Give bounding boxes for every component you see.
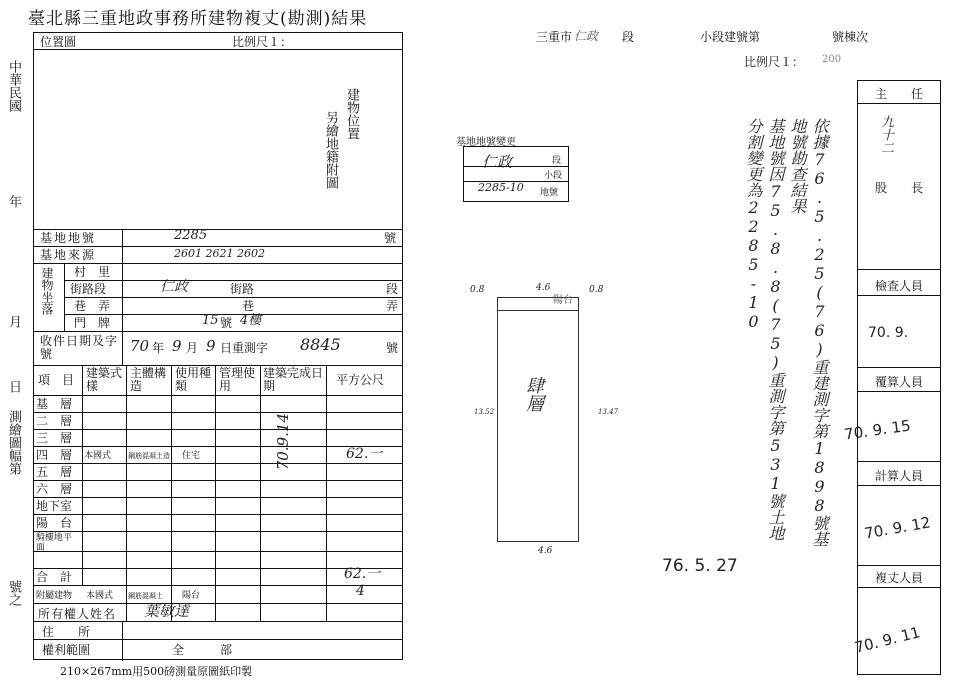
calculator-label: 計算人員: [874, 469, 923, 483]
floor-row-arcade: 騎樓地平面: [36, 533, 73, 553]
land-change-number: 2285-10: [478, 181, 524, 194]
floor-row-1: 基 層: [36, 397, 73, 411]
mid-scale: 比例尺１：: [744, 55, 805, 69]
total-area-2: 4: [356, 583, 365, 599]
land-change-sub: 小段: [544, 171, 563, 181]
plan-left-dimension: 13.52: [474, 408, 495, 416]
land-change-duan: 段: [552, 156, 562, 166]
land-source-label: 基地來源: [40, 248, 97, 262]
rights-value: 全 部: [172, 643, 233, 657]
survey-form: [33, 32, 403, 660]
lane-label: 巷 弄: [74, 299, 111, 313]
row4-style: 本國式: [84, 451, 112, 461]
reviewer-date: 70. 9. 15: [843, 416, 912, 444]
road-value: 仁政: [160, 279, 188, 295]
district-value: 仁政: [574, 29, 599, 43]
attached-style: 本國式: [86, 591, 114, 601]
scale-label: 比例尺１：: [232, 35, 293, 49]
long-label: 弄: [386, 299, 399, 313]
row4-structure: 鋼筋混凝土造: [128, 452, 170, 460]
receipt-month: 9: [172, 337, 182, 355]
inspector-date: 70. 9.: [868, 325, 909, 341]
floor-row-4: 四 層: [36, 448, 73, 462]
plan-bottom-dimension: 4.6: [538, 546, 553, 556]
village-label: 村 里: [74, 265, 111, 279]
mid-duan: 段: [622, 30, 635, 44]
road-label: 街路段: [70, 282, 107, 296]
inspector-label: 檢查人員: [874, 279, 923, 293]
header-completion: 建築完成日 期: [263, 366, 336, 393]
row4-area: 62.一: [346, 446, 383, 462]
chief-label: 主 任: [874, 87, 923, 101]
plan-right-dimension: 13.47: [598, 408, 619, 416]
receipt-day: 9: [206, 337, 216, 355]
calculator-date: 70. 9. 12: [862, 513, 932, 543]
footer-note: 210×267mm用500磅測量原圖紙印製: [60, 665, 253, 678]
header-item: 項 目: [38, 373, 75, 387]
owner-name: 葉敏達: [144, 602, 190, 620]
receipt-nian: 年: [152, 341, 165, 355]
xiang-label: 巷: [242, 299, 255, 313]
approval-column: [843, 80, 941, 675]
side-label-sheet: 測繪圖幅第: [6, 410, 21, 475]
plan-yard-label: 陽台: [553, 295, 573, 306]
mid-hao: 號棟次: [832, 30, 869, 44]
document-title: 臺北縣三重地政事務所建物複丈(勘測)結果: [28, 9, 368, 29]
receipt-hao: 號: [386, 341, 399, 355]
door-floor: 4樓: [240, 313, 262, 328]
side-label-month: 月: [6, 315, 21, 328]
side-label-day: 日: [6, 380, 21, 393]
road-word: 街路: [230, 282, 255, 296]
handwritten-note-2: 基地號因75.8.8(75)重測字第531號土地分割變更為2285-10: [744, 118, 785, 541]
receipt-yue: 月: [186, 341, 199, 355]
header-structure: 主體構造: [130, 366, 167, 393]
floor-row-balcony: 陽 台: [36, 516, 73, 530]
surveyor-date: 70. 9. 11: [852, 623, 922, 657]
land-source-value: 2601 2621 2602: [174, 247, 265, 260]
floor-row-2: 二 層: [36, 414, 73, 428]
plan-top-dimension: 4.6: [536, 283, 551, 293]
land-change-label: 基地地號變更: [456, 137, 516, 148]
side-label-year: 年: [6, 195, 21, 208]
row4-use: 住宅: [182, 451, 201, 461]
mid-subsection: 小段建號第: [700, 30, 761, 44]
section-chief-label: 股 長: [874, 181, 923, 195]
note-separate-map: 另繪地籍附圖: [323, 111, 338, 189]
floor-row-5: 五 層: [36, 465, 73, 479]
floor-plan-outline: [497, 297, 579, 542]
door-number: 15: [202, 313, 219, 328]
land-number-label: 基地地號: [40, 231, 97, 245]
owner-label: 所有權人姓名: [38, 607, 117, 621]
plan-floor-text: 肆層: [523, 376, 544, 412]
reviewer-label: 覆算人員: [874, 375, 923, 389]
attached-structure: 鋼筋混凝土: [128, 592, 163, 600]
land-change-landno: 地號: [540, 188, 559, 198]
receipt-year: 70: [130, 337, 150, 355]
location-label: 建物坐落: [40, 267, 54, 315]
land-change-value: 仁政: [482, 153, 513, 171]
receipt-number: 8845: [300, 335, 341, 354]
land-change-box: [463, 146, 569, 202]
attached-use: 陽台: [182, 591, 201, 601]
stamp-date: 76. 5. 27: [662, 556, 738, 576]
header-management: 管理使用: [219, 366, 256, 393]
position-map-label: 位置圖: [40, 35, 77, 49]
handwritten-note-1: 依據76.5.25(76)重建測字第1898號基地號勘查結果: [788, 118, 829, 547]
attached-label: 附屬建物: [36, 591, 73, 601]
floor-row-6: 六 層: [36, 482, 73, 496]
note-building-position: 建物位置: [344, 88, 359, 140]
duan-label: 段: [386, 282, 399, 296]
floor-row-basement: 地下室: [36, 499, 73, 513]
surveyor-label: 複丈人員: [874, 571, 923, 585]
chief-date: 九十二: [878, 115, 893, 154]
mid-scale-value: 200: [822, 54, 842, 65]
header-area: 平方公尺: [336, 373, 385, 387]
total-area: 62.一: [344, 566, 381, 582]
side-label-zh: 中華民國: [6, 60, 21, 112]
land-number-hao: 號: [384, 231, 397, 245]
completion-date: 70.9.14: [274, 413, 292, 471]
header-use: 使用種類: [175, 366, 212, 393]
floor-row-3: 三 層: [36, 431, 73, 445]
plan-right-offset: 0.8: [589, 285, 604, 295]
rights-label: 權利範圍: [42, 643, 91, 657]
address-label: 住 所: [42, 625, 91, 639]
side-label-num: 號之: [6, 580, 21, 606]
receipt-day-word: 日重測字: [220, 341, 269, 355]
door-hao: 號: [220, 316, 233, 330]
door-label: 門 牌: [74, 316, 111, 330]
plan-left-offset: 0.8: [470, 285, 485, 295]
district-label: 三重市: [536, 30, 573, 44]
land-number-value: 2285: [174, 228, 208, 243]
header-style: 建築式樣: [86, 366, 123, 393]
receipt-label: 收件日期及字號: [40, 334, 119, 361]
floor-row-total: 合 計: [36, 570, 73, 584]
